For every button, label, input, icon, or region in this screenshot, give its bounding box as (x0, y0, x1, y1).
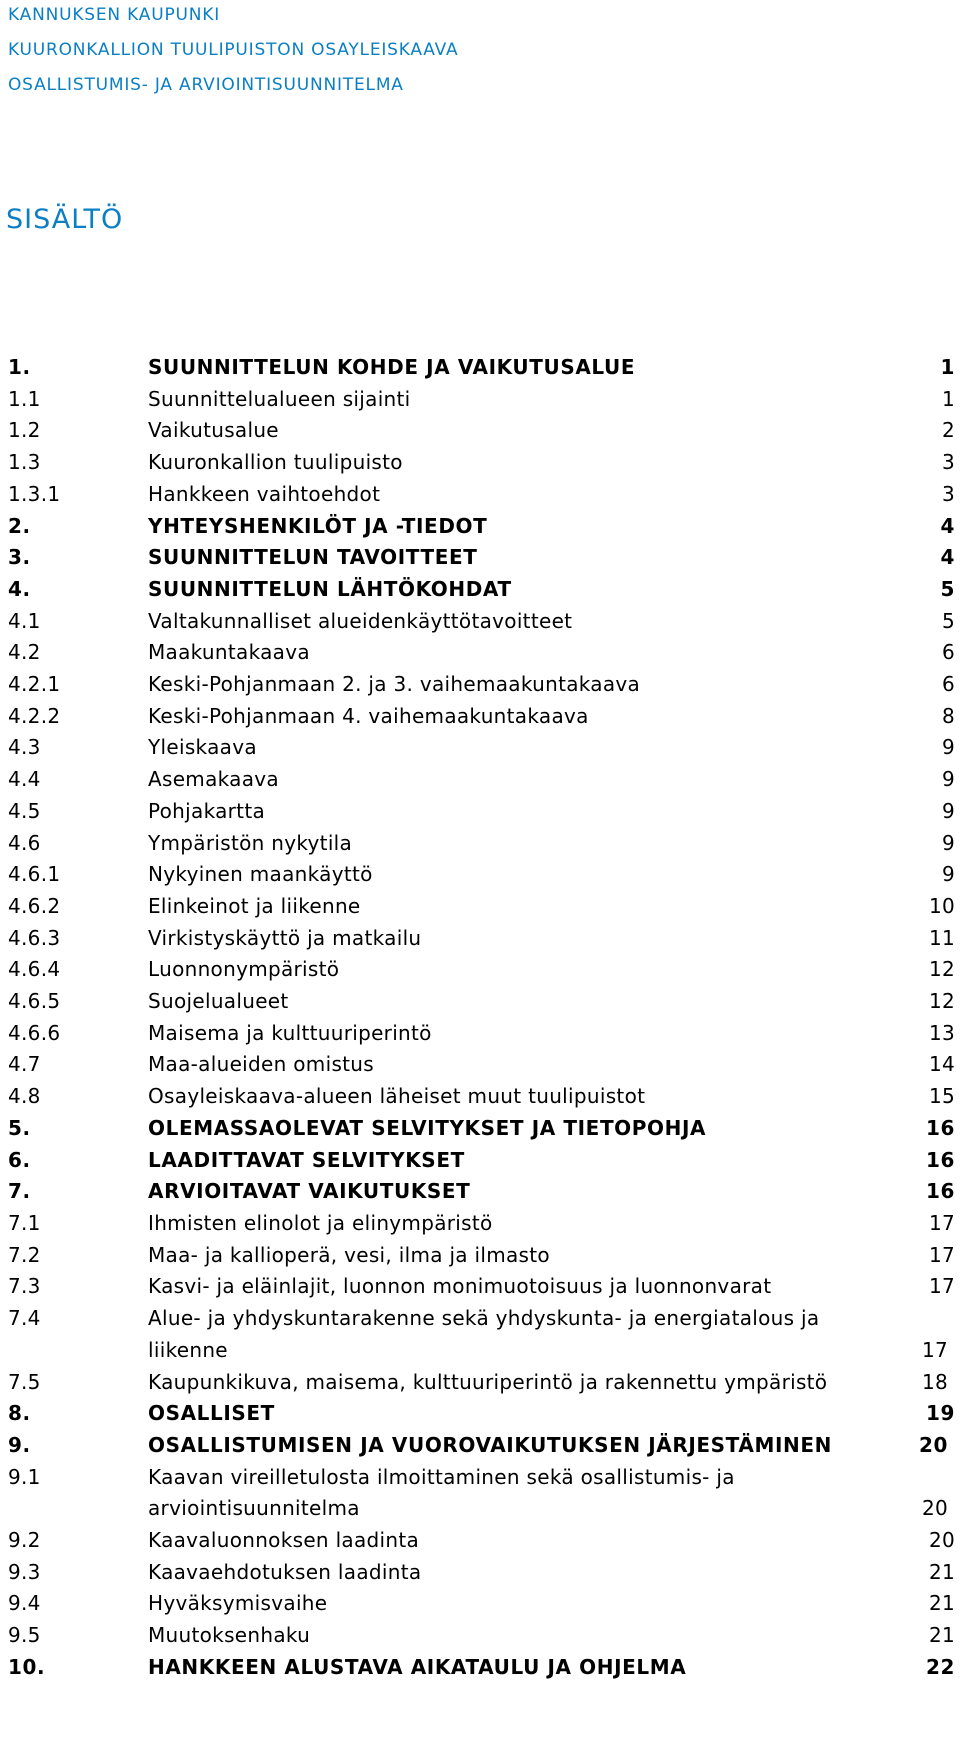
toc-entry-number: 4.5 (8, 798, 41, 823)
toc-entry-number: 4.8 (8, 1084, 41, 1109)
toc-entry-page: 21 (928, 1623, 955, 1648)
toc-entry[interactable] (8, 1176, 955, 1208)
toc-entry[interactable] (8, 542, 955, 574)
toc-entry-title: OLEMASSAOLEVAT SELVITYKSET JA TIETOPOHJA (148, 1115, 707, 1140)
toc-entry-title: Muutoksenhaku (148, 1623, 311, 1648)
document-header (8, 2, 458, 107)
toc-entry-title: Asemakaava (148, 767, 279, 792)
toc-entry-number: 4. (8, 576, 31, 601)
toc-entry[interactable] (8, 1557, 955, 1589)
toc-entry-number: 1.3 (8, 450, 41, 475)
toc-entry-page: 9 (941, 862, 955, 887)
toc-entry-page: 4 (940, 513, 955, 538)
toc-entry-title: Maa-alueiden omistus (148, 1052, 374, 1077)
toc-entry[interactable] (8, 415, 955, 447)
toc-entry[interactable] (8, 986, 955, 1018)
toc-entry[interactable] (8, 1430, 955, 1462)
toc-entry-number: 4.6.5 (8, 989, 61, 1014)
toc-entry-page: 9 (941, 767, 955, 792)
toc-entry[interactable] (8, 1525, 955, 1557)
toc-entry-number: 9.4 (8, 1591, 41, 1616)
toc-entry-page: 17 (921, 1337, 948, 1362)
toc-entry-page: 6 (941, 640, 955, 665)
toc-entry-page: 6 (941, 672, 955, 697)
toc-entry-page: 10 (928, 893, 955, 918)
toc-entry-page: 9 (941, 798, 955, 823)
toc-entry-page: 17 (928, 1274, 955, 1299)
toc-entry-page: 1 (940, 355, 955, 379)
toc-entry-number: 4.6.1 (8, 862, 61, 887)
toc-entry[interactable] (8, 637, 955, 669)
toc-entry-title: Keski-Pohjanmaan 4. vaihemaakuntakaava (148, 703, 589, 728)
toc-entry-page: 3 (941, 481, 955, 506)
toc-entry[interactable] (8, 1367, 955, 1399)
toc-entry-page: 19 (925, 1401, 955, 1426)
toc-entry-title: Hyväksymisvaihe (148, 1591, 328, 1616)
toc-entry-number: 4.6.4 (8, 957, 61, 982)
toc-entry-number: 3. (8, 545, 31, 570)
toc-entry[interactable] (8, 701, 955, 733)
toc-entry-page: 1 (941, 386, 955, 411)
toc-entry-title: HANKKEEN ALUSTAVA AIKATAULU JA OHJELMA (148, 1654, 687, 1679)
toc-entry-page: 5 (940, 576, 955, 601)
toc-entry-number: 4.1 (8, 608, 41, 633)
toc-entry[interactable] (8, 606, 955, 638)
toc-entry[interactable] (8, 1240, 955, 1272)
toc-entry-number: 4.3 (8, 735, 41, 760)
toc-entry-number: 7. (8, 1179, 31, 1204)
toc-entry[interactable] (8, 1398, 955, 1430)
toc-entry-number: 9.2 (8, 1528, 41, 1553)
toc-entry-title: Maisema ja kulttuuriperintö (148, 1020, 432, 1045)
toc-entry-number: 7.5 (8, 1369, 41, 1394)
table-of-contents (8, 352, 955, 1684)
toc-entry-page: 4 (940, 545, 955, 570)
toc-entry-page: 5 (941, 608, 955, 633)
toc-entry-title: Kaavaehdotuksen laadinta (148, 1559, 422, 1584)
toc-entry-number: 9. (8, 1432, 31, 1457)
toc-entry[interactable] (8, 796, 955, 828)
toc-entry[interactable] (8, 1145, 955, 1177)
toc-entry-number: 7.2 (8, 1242, 41, 1267)
toc-entry[interactable] (8, 352, 955, 384)
toc-entry-page: 12 (928, 989, 955, 1014)
toc-entry-number: 9.3 (8, 1559, 41, 1584)
document-type: OSALLISTUMIS- JA ARVIOINTISUUNNITELMA (8, 75, 404, 95)
toc-entry-title: Yleiskaava (148, 735, 257, 760)
toc-entry[interactable] (8, 1208, 955, 1240)
toc-entry-page: 20 (921, 1496, 948, 1521)
toc-entry-title: Luonnonympäristö (148, 957, 340, 982)
toc-entry-number: 4.6 (8, 830, 41, 855)
toc-entry-page: 16 (925, 1147, 955, 1172)
toc-entry-title: SUUNNITTELUN KOHDE JA VAIKUTUSALUE (148, 355, 636, 379)
toc-entry-title: ARVIOITAVAT VAIKUTUKSET (148, 1179, 471, 1204)
toc-entry-number: 1.2 (8, 418, 41, 443)
toc-entry[interactable] (8, 574, 955, 606)
toc-entry-title: Keski-Pohjanmaan 2. ja 3. vaihemaakuntakaava (148, 672, 641, 697)
toc-entry-title: SUUNNITTELUN TAVOITTEET (148, 545, 478, 570)
toc-entry-number: 1.1 (8, 386, 41, 411)
toc-entry-page: 2 (941, 418, 955, 443)
toc-entry-number: 4.2 (8, 640, 41, 665)
toc-entry-number: 9.1 (8, 1464, 41, 1489)
toc-entry[interactable] (8, 732, 955, 764)
toc-entry[interactable] (8, 954, 955, 986)
toc-entry-page: 20 (928, 1528, 955, 1553)
toc-entry-title: Osayleiskaava-alueen läheiset muut tuulipuistot (148, 1084, 646, 1109)
toc-entry-page: 13 (928, 1020, 955, 1045)
toc-entry-title: Ihmisten elinolot ja elinympäristö (148, 1210, 493, 1235)
toc-entry[interactable] (8, 1462, 955, 1525)
toc-entry-number: 4.4 (8, 767, 41, 792)
toc-entry[interactable] (8, 479, 955, 511)
toc-entry-page: 18 (921, 1369, 948, 1394)
toc-entry[interactable] (8, 891, 955, 923)
toc-entry-number: 8. (8, 1401, 31, 1426)
toc-entry[interactable] (8, 764, 955, 796)
toc-entry-page: 14 (928, 1052, 955, 1077)
toc-entry[interactable] (8, 1018, 955, 1050)
toc-entry[interactable] (8, 1113, 955, 1145)
plan-name: KUURONKALLION TUULIPUISTON OSAYLEISKAAVA (8, 40, 459, 60)
toc-entry-page: 11 (928, 925, 955, 950)
toc-entry[interactable] (8, 447, 955, 479)
toc-entry-title: Ympäristön nykytila (148, 830, 353, 855)
toc-entry-page: 15 (928, 1084, 955, 1109)
toc-entry-page: 17 (928, 1242, 955, 1267)
toc-entry[interactable] (8, 1652, 955, 1684)
toc-entry-title: SUUNNITTELUN LÄHTÖKOHDAT (148, 576, 512, 601)
municipality-name: KANNUKSEN KAUPUNKI (8, 5, 221, 25)
toc-entry-title: Maa- ja kallioperä, vesi, ilma ja ilmasto (148, 1242, 550, 1267)
toc-entry-title: LAADITTAVAT SELVITYKSET (148, 1147, 465, 1172)
toc-entry-page: 21 (928, 1591, 955, 1616)
toc-entry-number: 5. (8, 1115, 31, 1140)
toc-entry-title: Maakuntakaava (148, 640, 310, 665)
toc-entry-page: 3 (941, 450, 955, 475)
toc-entry-page: 12 (928, 957, 955, 982)
toc-entry-number: 7.4 (8, 1306, 41, 1331)
toc-entry-page: 9 (941, 735, 955, 760)
toc-entry-page: 17 (928, 1210, 955, 1235)
toc-entry-page: 8 (941, 703, 955, 728)
toc-entry-page: 21 (928, 1559, 955, 1584)
toc-entry-number: 4.7 (8, 1052, 41, 1077)
toc-entry-number: 1.3.1 (8, 481, 61, 506)
toc-entry-page: 22 (925, 1654, 955, 1679)
toc-entry-number: 4.2.1 (8, 672, 61, 697)
toc-entry-number: 4.2.2 (8, 703, 61, 728)
toc-entry-page: 9 (941, 830, 955, 855)
toc-entry-number: 1. (8, 355, 31, 379)
toc-entry[interactable] (8, 1271, 955, 1303)
toc-entry-page: 16 (925, 1115, 955, 1140)
toc-entry[interactable] (8, 384, 955, 416)
toc-entry-number: 9.5 (8, 1623, 41, 1648)
toc-entry-title: OSALLISTUMISEN JA VUOROVAIKUTUKSEN JÄRJESTÄMINEN (148, 1432, 832, 1457)
toc-entry-title: Nykyinen maankäyttö (148, 862, 373, 887)
toc-entry-title: Kasvi- ja eläinlajit, luonnon monimuotoisuus ja luonnonvarat (148, 1274, 772, 1299)
toc-entry[interactable] (8, 1303, 955, 1366)
page-title: SISÄLTÖ (6, 204, 124, 235)
toc-entry-number: 7.3 (8, 1274, 41, 1299)
toc-entry[interactable] (8, 1588, 955, 1620)
toc-entry-number: 4.6.2 (8, 893, 61, 918)
toc-entry[interactable] (8, 859, 955, 891)
toc-entry-title: Kaupunkikuva, maisema, kulttuuriperintö ja rakennettu ympäristö (148, 1369, 828, 1394)
toc-entry-title: Hankkeen vaihtoehdot (148, 481, 381, 506)
toc-entry-title: Vaikutusalue (148, 418, 279, 443)
toc-entry-title: Kaavaluonnoksen laadinta (148, 1528, 420, 1553)
toc-entry-title: Pohjakartta (148, 798, 266, 823)
toc-entry-title: Kaavan vireilletulosta ilmoittaminen sekä osallistumis- ja arviointisuunnitelma (148, 1464, 735, 1521)
toc-entry-title: Valtakunnalliset alueidenkäyttötavoitteet (148, 608, 573, 633)
toc-entry-title: Kuuronkallion tuulipuisto (148, 450, 403, 475)
toc-entry-title: Elinkeinot ja liikenne (148, 893, 361, 918)
toc-entry-title: Alue- ja yhdyskuntarakenne sekä yhdyskunta- ja energiatalous ja liikenne (148, 1306, 820, 1362)
toc-entry-number: 2. (8, 513, 31, 538)
toc-entry[interactable] (8, 828, 955, 860)
toc-entry[interactable] (8, 923, 955, 955)
toc-entry-title: YHTEYSHENKILÖT JA -TIEDOT (148, 513, 488, 538)
toc-entry-number: 4.6.3 (8, 925, 61, 950)
toc-entry[interactable] (8, 669, 955, 701)
toc-entry[interactable] (8, 1620, 955, 1652)
toc-entry[interactable] (8, 1081, 955, 1113)
toc-entry-title: Virkistyskäyttö ja matkailu (148, 925, 422, 950)
toc-entry-number: 4.6.6 (8, 1020, 61, 1045)
toc-entry-title: OSALLISET (148, 1401, 275, 1426)
toc-entry[interactable] (8, 1049, 955, 1081)
toc-entry[interactable] (8, 511, 955, 543)
toc-entry-title: Suunnittelualueen sijainti (148, 386, 411, 411)
toc-entry-page: 20 (918, 1432, 948, 1457)
toc-entry-number: 6. (8, 1147, 31, 1172)
toc-entry-number: 7.1 (8, 1210, 41, 1235)
toc-entry-title: Suojelualueet (148, 989, 289, 1014)
toc-entry-page: 16 (925, 1179, 955, 1204)
toc-entry-number: 10. (8, 1654, 46, 1679)
